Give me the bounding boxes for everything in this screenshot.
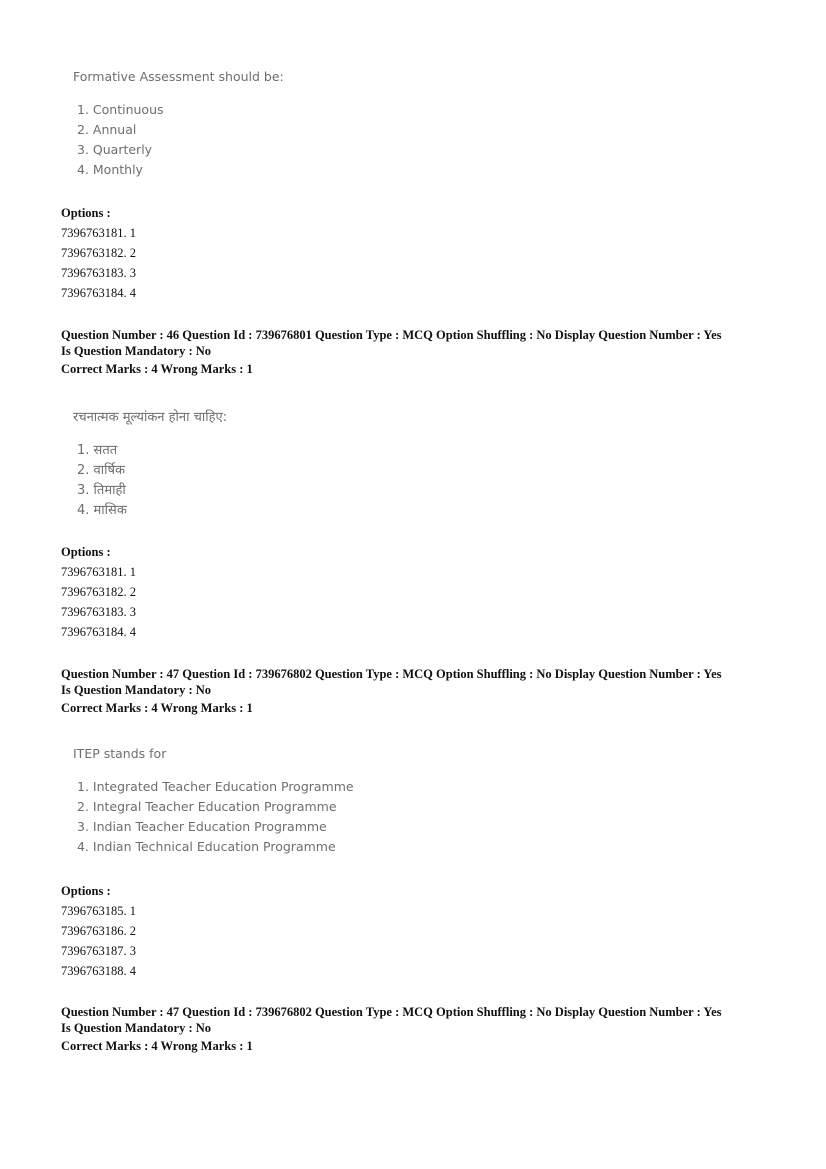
question-choice: 2. वार्षिक <box>77 463 125 478</box>
option-item: 7396763182. 2 <box>61 246 136 260</box>
option-item: 7396763183. 3 <box>61 266 136 280</box>
options-list <box>61 882 136 981</box>
question-mandatory-line: Is Question Mandatory : No <box>61 683 212 697</box>
options-list <box>61 204 136 303</box>
question-choice: 4. Indian Technical Education Programme <box>77 839 336 854</box>
question-image-hindi <box>73 407 227 521</box>
question-meta <box>61 327 771 377</box>
option-item: 7396763181. 1 <box>61 565 136 579</box>
question-marks-line: Correct Marks : 4 Wrong Marks : 1 <box>61 362 253 376</box>
question-choice-list <box>73 777 354 857</box>
options-label: Options : <box>61 884 111 898</box>
question-image-formative-assessment <box>73 69 284 180</box>
question-meta <box>61 666 771 716</box>
option-item: 7396763186. 2 <box>61 924 136 938</box>
question-marks-line: Correct Marks : 4 Wrong Marks : 1 <box>61 701 253 715</box>
question-choice-list <box>73 100 284 180</box>
option-item: 7396763183. 3 <box>61 605 136 619</box>
options-label: Options : <box>61 545 111 559</box>
question-prompt: रचनात्मक मूल्यांकन होना चाहिए: <box>73 410 228 425</box>
question-prompt: Formative Assessment should be: <box>73 69 284 84</box>
question-meta-line: Question Number : 46 Question Id : 739676801 Question Type : MCQ Option Shuffling : No Display Question Number : Yes <box>61 328 722 342</box>
options-label: Options : <box>61 206 111 220</box>
option-item: 7396763182. 2 <box>61 585 136 599</box>
question-choice: 4. Monthly <box>77 162 143 177</box>
option-item: 7396763184. 4 <box>61 625 136 639</box>
question-choice: 2. Integral Teacher Education Programme <box>77 799 337 814</box>
question-marks-line: Correct Marks : 4 Wrong Marks : 1 <box>61 1039 253 1053</box>
options-list <box>61 543 136 642</box>
question-choice-list <box>73 441 227 521</box>
question-prompt: ITEP stands for <box>73 746 167 761</box>
question-choice: 3. तिमाही <box>77 483 126 498</box>
question-mandatory-line: Is Question Mandatory : No <box>61 1021 212 1035</box>
question-choice: 3. Quarterly <box>77 142 153 157</box>
question-choice: 1. सतत <box>77 443 118 458</box>
option-item: 7396763185. 1 <box>61 904 136 918</box>
question-choice: 1. Integrated Teacher Education Programme <box>77 779 354 794</box>
option-item: 7396763181. 1 <box>61 226 136 240</box>
option-item: 7396763187. 3 <box>61 944 136 958</box>
question-choice: 3. Indian Teacher Education Programme <box>77 819 327 834</box>
question-mandatory-line: Is Question Mandatory : No <box>61 344 212 358</box>
option-item: 7396763188. 4 <box>61 964 136 978</box>
question-choice: 2. Annual <box>77 122 137 137</box>
question-meta-line: Question Number : 47 Question Id : 739676802 Question Type : MCQ Option Shuffling : No Display Question Number : Yes <box>61 667 722 681</box>
question-choice: 4. मासिक <box>77 503 127 518</box>
option-item: 7396763184. 4 <box>61 286 136 300</box>
question-choice: 1. Continuous <box>77 102 164 117</box>
question-meta <box>61 1004 771 1054</box>
question-image-itep <box>73 746 354 857</box>
question-meta-line: Question Number : 47 Question Id : 739676802 Question Type : MCQ Option Shuffling : No Display Question Number : Yes <box>61 1005 722 1019</box>
